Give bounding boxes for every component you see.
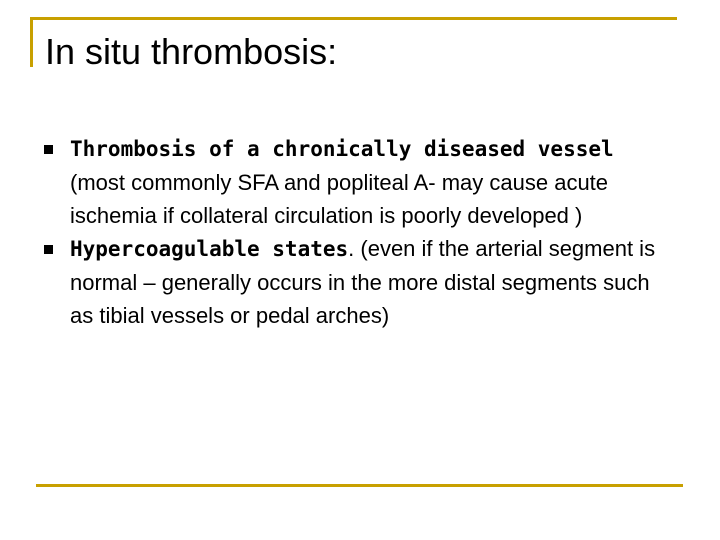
frame-bottom-line — [36, 484, 683, 487]
bullet-list — [44, 132, 664, 332]
bullet-body-text: (most commonly SFA and popliteal A- may cause acute ischemia if collateral circulation is poorly developed ) — [70, 170, 609, 228]
square-bullet-icon — [44, 245, 53, 254]
frame-left-line — [30, 17, 33, 67]
slide-title: In situ thrombosis: — [45, 31, 338, 72]
square-bullet-icon — [44, 145, 53, 154]
bullet-strong-text: Thrombosis of a chronically diseased vessel — [70, 137, 614, 161]
frame-top-line — [30, 17, 677, 20]
bullet-strong-text: Hypercoagulable states — [70, 237, 349, 261]
bullet-body-text: . (even if the arterial segment is normal – generally occurs in the more distal segments such as tibial vessels or pedal arches) — [70, 236, 656, 328]
bullet-item-chronic-thrombosis — [44, 132, 664, 232]
bullet-item-hypercoagulable-states — [44, 232, 664, 332]
